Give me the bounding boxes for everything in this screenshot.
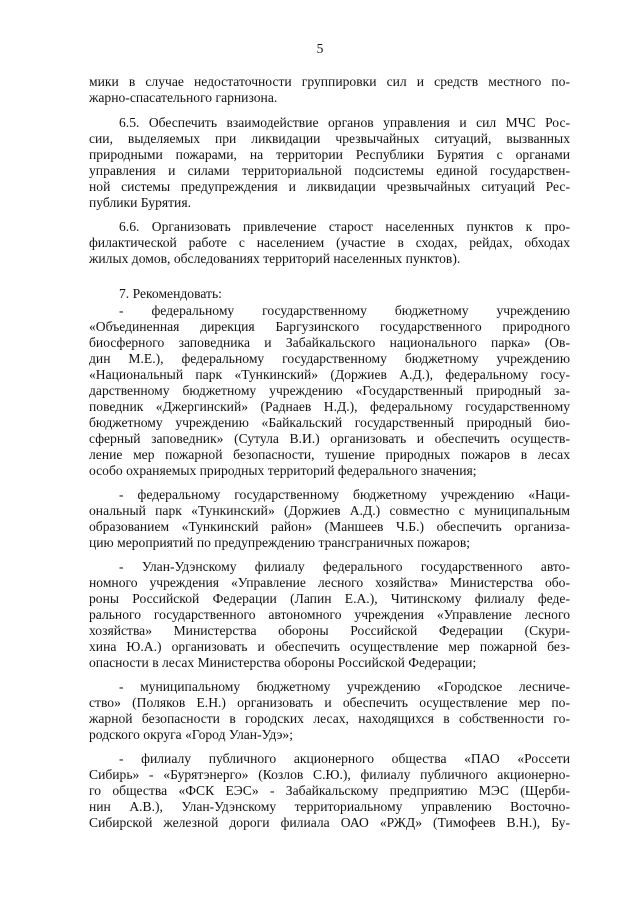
text-line: поведник «Джергинский» (Раднаев Н.Д.), федеральному государственному	[89, 399, 570, 414]
text-line: ство» (Поляков Е.Н.) организовать и обеспечить осуществление мер по-	[89, 695, 570, 710]
text-line: - Улан-Удэнскому филиалу федерального государственного авто-	[119, 559, 570, 574]
text-line: Сибирской железной дороги филиала ОАО «РЖД» (Тимофеев В.Н.), Бу-	[89, 815, 570, 830]
text-line: публики Бурятия.	[89, 195, 191, 210]
text-line: роны Российской Федерации (Лапин Е.А.), Читинскому филиалу феде-	[89, 591, 570, 606]
text-line: - федеральному государственному бюджетному учреждению	[119, 303, 570, 318]
text-line: хозяйства» Министерства обороны Российской Федерации (Скури-	[89, 623, 570, 638]
text-line: дин М.Е.), федеральному государственному бюджетному учреждению	[89, 351, 570, 366]
text-line: ление мер пожарной безопасности, тушение природных пожаров в лесах	[89, 447, 570, 462]
text-line: хина Ю.А.) организовать и обеспечить осуществление мер пожарной без-	[89, 639, 570, 654]
text-line: родского округа «Город Улан-Удэ»;	[89, 727, 293, 742]
text-line: - федеральному государственному бюджетному учреждению «Наци-	[119, 487, 570, 502]
text-line: сии, выделяемых при ликвидации чрезвычайных ситуаций, вызванных	[89, 131, 570, 146]
page-number: 5	[316, 41, 324, 56]
text-line: особо охраняемых природных территорий федерального значения;	[89, 463, 477, 478]
text-line: ной системы предупреждения и ликвидации чрезвычайных ситуаций Рес-	[89, 179, 570, 194]
text-line: номного учреждения «Управление лесного хозяйства» Министерства обо-	[89, 575, 570, 590]
text-line: филактической работе с населением (участие в сходах, рейдах, обходах	[89, 235, 570, 250]
text-line: - филиалу публичного акционерного общества «ПАО «Россети	[119, 751, 570, 766]
text-line: опасности в лесах Министерства обороны Российской Федерации;	[89, 655, 477, 670]
text-line: дарственному бюджетному учреждению «Государственный природный за-	[89, 383, 570, 398]
text-line: жилых домов, обследованиях территорий населенных пунктов).	[89, 251, 461, 266]
text-line: бюджетному учреждению «Байкальский государственный природный био-	[89, 415, 570, 430]
text-line: природными пожарами, на территории Республики Бурятия с органами	[89, 147, 570, 162]
text-line: цию мероприятий по предупреждению трансграничных пожаров;	[89, 535, 471, 550]
text-line: образованием «Тункинский район» (Маншеев Ч.Б.) обеспечить организа-	[89, 519, 570, 534]
text-line: ональный парк «Тункинский» (Доржиев А.Д.) совместно с муниципальным	[89, 503, 570, 518]
text-line: 6.5. Обеспечить взаимодействие органов управления и сил МЧС Рос-	[119, 115, 570, 130]
text-line: 6.6. Организовать привлечение старост населенных пунктов к про-	[119, 219, 570, 234]
text-line: «Национальный парк «Тункинский» (Доржиев А.Д.), федеральному госу-	[89, 367, 570, 382]
text-line: - муниципальному бюджетному учреждению «Городское лесниче-	[119, 679, 570, 694]
text-line: жарной безопасности в городских лесах, находящихся в собственности го-	[89, 711, 570, 726]
text-line: нин А.В.), Улан-Удэнскому территориальному управлению Восточно-	[89, 799, 570, 814]
text-line: Сибирь» - «Бурятэнерго» (Козлов С.Ю.), филиалу публичного акционерно-	[89, 767, 570, 782]
section-heading: 7. Рекомендовать:	[119, 286, 222, 301]
text-line: биосферного заповедника и Забайкальского национального парка» (Ов-	[89, 335, 570, 350]
text-line: жарно-спасательного гарнизона.	[89, 90, 278, 105]
text-line: рального государственного автономного учреждения «Управление лесного	[89, 607, 570, 622]
text-line: го общества «ФСК ЕЭС» - Забайкальскому предприятию МЭС (Щерби-	[89, 783, 570, 798]
text-line: управления и силами территориальной подсистемы единой государствен-	[89, 163, 570, 178]
text-line: мики в случае недостаточности группировки сил и средств местного по-	[89, 74, 570, 89]
text-line: сферный заповедник» (Сутула В.И.) организовать и обеспечить осуществ-	[89, 431, 570, 446]
text-line: «Объединенная дирекция Баргузинского государственного природного	[89, 319, 570, 334]
